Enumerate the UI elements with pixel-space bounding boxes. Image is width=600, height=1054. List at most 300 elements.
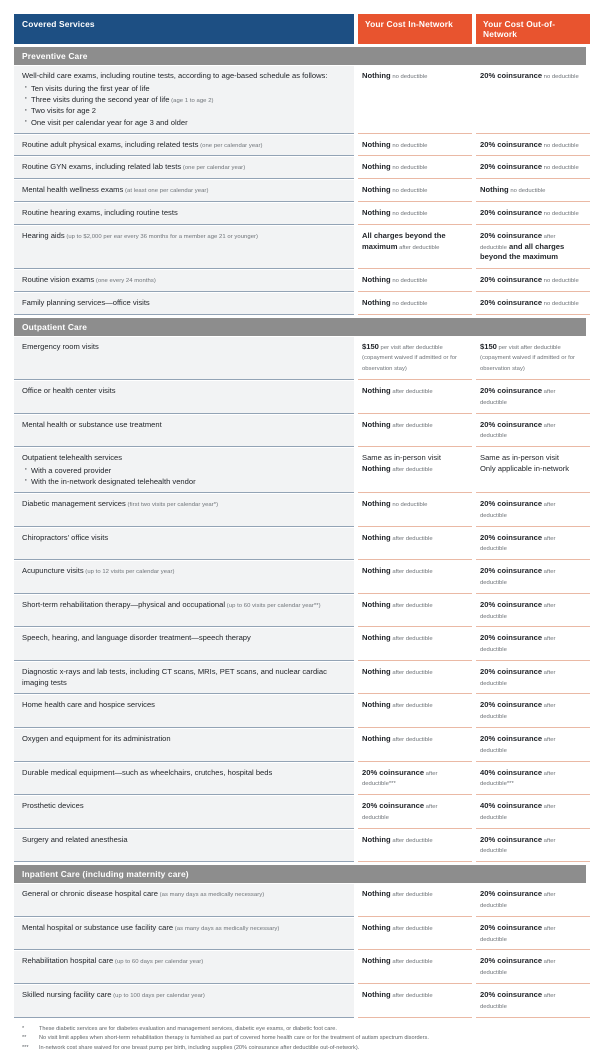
cost-line [362, 499, 465, 510]
service-name: Routine hearing exams, including routine tests [22, 207, 178, 217]
cost-line [362, 700, 465, 711]
service-qualifier: (up to 12 visits per calendar year) [83, 569, 175, 576]
service-qualifier: (one every 24 months) [94, 278, 156, 285]
out-of-network-cost-cell [476, 795, 590, 829]
cost-qualifier: no deductible [390, 278, 428, 285]
in-network-cost-cell [358, 179, 472, 202]
service-cell [14, 594, 354, 628]
out-of-network-cost-cell [476, 493, 590, 527]
out-of-network-cost-cell [476, 380, 590, 414]
cost-amount: Nothing [480, 185, 509, 195]
cost-line [480, 600, 583, 622]
cost-line [362, 889, 465, 900]
service-cell [14, 917, 354, 951]
service-cell [14, 493, 354, 527]
cost-line [362, 734, 465, 745]
cost-line [362, 600, 465, 611]
cost-qualifier: after deductible [390, 892, 433, 899]
table-row [14, 336, 586, 380]
in-network-cost-cell [358, 594, 472, 628]
cost-line [480, 162, 583, 173]
cost-amount: 20% coinsurance [480, 230, 543, 240]
cost-line [480, 956, 583, 978]
cost-amount: Nothing [362, 666, 391, 676]
cost-qualifier: no deductible [390, 300, 428, 307]
service-name: Oxygen and equipment for its administration [22, 734, 171, 743]
service-cell [14, 380, 354, 414]
cost-qualifier: no deductible [390, 165, 428, 172]
cost-line [480, 835, 583, 857]
table-row [14, 728, 586, 762]
table-row [14, 380, 586, 414]
service-cell [14, 795, 354, 829]
service-bullet [31, 83, 346, 94]
table-row [14, 179, 586, 202]
out-of-network-cost-cell [476, 65, 590, 134]
service-cell [14, 202, 354, 225]
cost-qualifier: after deductible [390, 602, 433, 609]
service-cell [14, 883, 354, 917]
service-name: Home health care and hospice services [22, 700, 155, 710]
cost-amount: 20% coinsurance [480, 834, 543, 844]
in-network-cost-cell [358, 527, 472, 561]
in-network-cost-cell [358, 883, 472, 917]
service-name: Hearing aids [22, 230, 65, 240]
service-qualifier: (as many days as medically necessary) [157, 892, 265, 899]
cost-amount: 20% coinsurance [480, 666, 543, 676]
cost-qualifier: after deductible*** [362, 770, 438, 788]
cost-qualifier: after deductible [362, 804, 438, 821]
cost-qualifier: after deductible [390, 389, 433, 395]
section-header: Preventive Care [14, 47, 586, 65]
service-name: Prosthetic devices [22, 801, 84, 811]
section-header: Outpatient Care [14, 318, 586, 336]
cost-line [480, 420, 583, 442]
table-row [14, 414, 586, 448]
cost-line [362, 990, 465, 1001]
service-bullet [31, 117, 346, 128]
out-of-network-cost-cell [476, 762, 590, 796]
cost-amount: Nothing [362, 734, 391, 743]
table-row [14, 829, 586, 863]
service-name: Mental health wellness exams [22, 185, 124, 195]
cost-amount: Nothing [362, 834, 391, 844]
cost-qualifier: after deductible [480, 959, 556, 977]
cost-amount-continued: and all charges beyond the maximum [480, 241, 565, 262]
cost-line [480, 208, 583, 219]
table-row [14, 694, 586, 728]
footnote-marker: *** [22, 1045, 29, 1052]
in-network-cost-cell [358, 661, 472, 695]
service-qualifier: (first two visits per calendar year*) [125, 502, 219, 509]
cost-line [480, 734, 583, 756]
service-name: Well-child care exams, including routine tests, according to age-based schedule as follows: [22, 71, 328, 80]
footnote [22, 1034, 586, 1044]
in-network-cost-cell [358, 225, 472, 269]
out-of-network-cost-cell [476, 225, 590, 269]
out-of-network-cost-cell [476, 829, 590, 863]
out-of-network-cost-cell [476, 269, 590, 292]
cost-line [362, 835, 465, 846]
cost-amount: Nothing [362, 297, 391, 307]
cost-amount: 20% coinsurance [480, 599, 543, 609]
cost-line [362, 298, 465, 309]
cost-amount: 20% coinsurance [480, 386, 543, 395]
cost-line [480, 386, 583, 408]
out-of-network-cost-cell [476, 134, 590, 157]
cost-qualifier: after deductible [480, 535, 556, 553]
cost-line [362, 162, 465, 173]
service-bullet-list [22, 465, 346, 487]
in-network-cost-cell [358, 728, 472, 762]
in-network-cost-cell [358, 202, 472, 225]
cost-line [362, 185, 465, 196]
table-row [14, 762, 586, 796]
service-name: Short-term rehabilitation therapy—physical and occupational [22, 599, 226, 609]
table-row [14, 883, 586, 917]
cost-qualifier: after deductible [390, 925, 433, 932]
cost-amount: Nothing [362, 889, 391, 899]
in-network-cost-cell [358, 829, 472, 863]
cost-qualifier: after deductible [480, 233, 556, 251]
cost-line [480, 801, 583, 823]
service-bullet-qualifier: (age 1 to age 2) [169, 97, 214, 104]
cost-amount: 20% coinsurance [480, 419, 543, 429]
out-of-network-cost-cell [476, 728, 590, 762]
cost-footnote: (copayment waived if admitted or for observation stay) [362, 355, 457, 373]
cost-amount: 20% coinsurance [480, 499, 543, 509]
cost-line [362, 208, 465, 219]
cost-amount: 20% coinsurance [480, 956, 543, 966]
service-bullet-text: With a covered provider [31, 465, 112, 475]
out-of-network-cost-cell [476, 527, 590, 561]
cost-qualifier: after deductible [390, 636, 433, 643]
service-bullet [31, 476, 346, 487]
service-name: General or chronic disease hospital care [22, 889, 158, 899]
out-of-network-cost-cell [476, 156, 590, 179]
cost-line [362, 453, 465, 464]
cost-qualifier: no deductible [542, 142, 579, 149]
table-row [14, 917, 586, 951]
cost-amount: 20% coinsurance [480, 71, 543, 80]
service-cell [14, 336, 354, 380]
in-network-cost-cell [358, 65, 472, 134]
cost-qualifier: after deductible*** [480, 770, 556, 788]
service-cell [14, 829, 354, 863]
cost-amount: Nothing [362, 532, 391, 542]
service-cell [14, 179, 354, 202]
cost-qualifier: after deductible [480, 804, 556, 821]
cost-qualifier: no deductible [542, 278, 579, 285]
table-row [14, 292, 586, 315]
cost-qualifier: after deductible [390, 737, 433, 743]
service-cell [14, 527, 354, 561]
cost-amount: 20% coinsurance [480, 922, 543, 932]
footnote-text: No visit limit applies when short-term rehabilitation therapy is furnished as part of covered home health care or for the treatment of autism spectrum disorders. [39, 1035, 429, 1042]
service-name: Mental health or substance use treatment [22, 419, 162, 429]
in-network-cost-cell [358, 414, 472, 448]
cost-amount: 20% coinsurance [480, 566, 543, 576]
table-row [14, 269, 586, 292]
cost-amount: Nothing [362, 162, 391, 172]
table-row [14, 225, 586, 269]
service-name: Office or health center visits [22, 386, 116, 395]
in-network-cost-cell [358, 950, 472, 984]
cost-line [480, 499, 583, 521]
cost-line [480, 990, 583, 1012]
cost-qualifier: after deductible [390, 535, 433, 542]
out-of-network-cost-cell [476, 883, 590, 917]
in-network-cost-cell [358, 447, 472, 493]
service-cell [14, 414, 354, 448]
service-cell [14, 661, 354, 695]
cost-qualifier: after deductible [480, 837, 556, 855]
table-row [14, 795, 586, 829]
cost-amount: Nothing [362, 386, 391, 395]
cost-line [362, 71, 465, 82]
out-of-network-cost-cell [476, 336, 590, 380]
cost-amount: 40% coinsurance [480, 801, 543, 811]
service-name: Routine adult physical exams, including related tests [22, 139, 199, 149]
cost-amount: 20% coinsurance [480, 207, 543, 217]
cost-amount: Nothing [362, 989, 391, 999]
footnotes-block [14, 1025, 586, 1054]
cost-qualifier: after deductible [480, 992, 556, 1010]
service-bullet [31, 465, 346, 476]
cost-qualifier: after deductible [480, 602, 556, 620]
service-name: Mental hospital or substance use facility care [22, 922, 174, 932]
cost-amount: Nothing [362, 499, 391, 509]
in-network-cost-cell [358, 917, 472, 951]
table-row [14, 950, 586, 984]
cost-line [362, 275, 465, 286]
cost-qualifier: after deductible [397, 244, 440, 251]
table-row [14, 202, 586, 225]
table-row [14, 134, 586, 157]
cost-line [362, 566, 465, 577]
cost-amount: Nothing [362, 566, 391, 576]
cost-qualifier: no deductible [542, 300, 579, 307]
service-qualifier: (one per calendar year) [181, 165, 246, 172]
service-name: Skilled nursing facility care [22, 989, 112, 999]
table-row [14, 984, 586, 1018]
table-row [14, 560, 586, 594]
cost-amount: 20% coinsurance [362, 767, 425, 777]
cost-amount: Same as in-person visit [480, 453, 559, 463]
service-cell [14, 134, 354, 157]
service-name: Diabetic management services [22, 499, 126, 509]
service-bullet-text: Three visits during the second year of life [31, 94, 170, 104]
cost-line [362, 768, 465, 790]
cost-line [362, 342, 465, 374]
column-header-out-of-network: Your Cost Out-of-Network [476, 14, 590, 44]
cost-line [362, 956, 465, 967]
cost-qualifier: no deductible [390, 188, 428, 195]
service-qualifier: (one per calendar year) [198, 142, 263, 149]
cost-amount: All charges beyond the maximum [362, 230, 446, 251]
cost-amount: $150 [480, 341, 497, 351]
cost-qualifier: after deductible [390, 959, 433, 966]
service-cell [14, 65, 354, 134]
table-row [14, 594, 586, 628]
cost-amount: 20% coinsurance [362, 801, 425, 811]
cost-amount: Only applicable in-network [480, 463, 570, 473]
cost-amount: Nothing [362, 463, 391, 473]
out-of-network-cost-cell [476, 694, 590, 728]
cost-line [480, 633, 583, 655]
cost-amount: 20% coinsurance [480, 700, 543, 710]
out-of-network-cost-cell [476, 627, 590, 661]
cost-qualifier: per visit after deductible [496, 344, 561, 351]
table-row [14, 447, 586, 493]
service-cell [14, 627, 354, 661]
cost-qualifier: after deductible [480, 502, 556, 519]
cost-footnote: (copayment waived if admitted or for observation stay) [480, 355, 575, 373]
cost-qualifier: after deductible [390, 992, 433, 999]
cost-qualifier: no deductible [542, 210, 579, 217]
cost-line [480, 231, 583, 263]
service-cell [14, 694, 354, 728]
service-qualifier: (up to 100 days per calendar year) [111, 992, 205, 999]
table-row [14, 493, 586, 527]
table-row [14, 527, 586, 561]
cost-qualifier: after deductible [480, 669, 556, 687]
service-cell [14, 984, 354, 1018]
out-of-network-cost-cell [476, 984, 590, 1018]
cost-line [362, 801, 465, 823]
in-network-cost-cell [358, 984, 472, 1018]
cost-amount: Nothing [362, 599, 391, 609]
cost-amount: Same as in-person visit [362, 453, 441, 463]
service-qualifier: (up to $2,000 per ear every 36 months for a member age 21 or younger) [64, 233, 259, 240]
cost-qualifier: after deductible [390, 669, 433, 676]
table-row [14, 627, 586, 661]
cost-qualifier: after deductible [480, 422, 556, 440]
cost-amount: 20% coinsurance [480, 162, 543, 172]
out-of-network-cost-cell [476, 179, 590, 202]
in-network-cost-cell [358, 269, 472, 292]
service-bullet-text: Ten visits during the first year of life [31, 83, 150, 93]
out-of-network-cost-cell [476, 447, 590, 493]
service-cell [14, 269, 354, 292]
cost-amount: Nothing [362, 419, 391, 429]
out-of-network-cost-cell [476, 202, 590, 225]
in-network-cost-cell [358, 627, 472, 661]
cost-amount: 20% coinsurance [480, 633, 543, 643]
cost-amount: Nothing [362, 139, 391, 149]
in-network-cost-cell [358, 694, 472, 728]
service-qualifier: (at least one per calendar year) [123, 188, 209, 195]
section-header: Inpatient Care (including maternity care) [14, 865, 586, 883]
cost-amount: Nothing [362, 71, 391, 80]
cost-amount: 20% coinsurance [480, 989, 543, 999]
cost-amount: 40% coinsurance [480, 767, 543, 777]
cost-amount: 20% coinsurance [480, 139, 543, 149]
footnote [22, 1025, 586, 1035]
service-cell [14, 292, 354, 315]
cost-line [480, 566, 583, 588]
cost-line [480, 667, 583, 689]
cost-qualifier: after deductible [480, 389, 556, 406]
service-name: Outpatient telehealth services [22, 453, 123, 463]
cost-amount: Nothing [362, 700, 391, 710]
cost-qualifier: no deductible [542, 165, 579, 172]
cost-amount: 20% coinsurance [480, 532, 543, 542]
in-network-cost-cell [358, 493, 472, 527]
table-body [14, 47, 586, 1018]
cost-qualifier: after deductible [480, 737, 556, 754]
footnote-text: In-network cost share waived for one breast pump per birth, including supplies (20% coinsurance after deductible out-of-network). [39, 1045, 360, 1052]
cost-line [480, 700, 583, 722]
service-cell [14, 560, 354, 594]
out-of-network-cost-cell [476, 594, 590, 628]
cost-qualifier: after deductible [390, 466, 433, 473]
cost-line [362, 231, 465, 253]
service-name: Routine vision exams [22, 275, 95, 285]
cost-line [362, 420, 465, 431]
service-cell [14, 728, 354, 762]
in-network-cost-cell [358, 156, 472, 179]
cost-line [362, 386, 465, 397]
cost-line [480, 342, 583, 374]
cost-qualifier: after deductible [480, 569, 556, 586]
cost-qualifier: no deductible [390, 502, 428, 509]
cost-qualifier: after deductible [480, 636, 556, 654]
cost-qualifier: after deductible [390, 703, 433, 710]
cost-amount: 20% coinsurance [480, 275, 543, 285]
cost-qualifier: after deductible [390, 837, 433, 844]
cost-line [362, 464, 465, 475]
service-bullet [31, 105, 346, 116]
cost-qualifier: after deductible [480, 892, 556, 910]
cost-amount: Nothing [362, 922, 391, 932]
out-of-network-cost-cell [476, 414, 590, 448]
service-name: Emergency room visits [22, 341, 99, 351]
cost-line [480, 185, 583, 196]
service-cell [14, 950, 354, 984]
table-row [14, 65, 586, 134]
cost-line [480, 889, 583, 911]
service-name: Durable medical equipment—such as wheelchairs, crutches, hospital beds [22, 767, 273, 777]
in-network-cost-cell [358, 292, 472, 315]
cost-line [480, 298, 583, 309]
cost-qualifier: no deductible [542, 74, 579, 80]
service-bullet [31, 94, 346, 106]
cost-amount: Nothing [362, 185, 391, 195]
service-name: Chiropractors' office visits [22, 532, 109, 542]
cost-line [480, 533, 583, 555]
cost-line [480, 140, 583, 151]
out-of-network-cost-cell [476, 950, 590, 984]
cost-line [362, 923, 465, 934]
in-network-cost-cell [358, 795, 472, 829]
in-network-cost-cell [358, 762, 472, 796]
service-cell [14, 225, 354, 269]
service-bullet-text: One visit per calendar year for age 3 and older [31, 117, 188, 127]
service-name: Diagnostic x-rays and lab tests, including CT scans, MRIs, PET scans, and nuclear cardiac imaging tests [22, 666, 327, 687]
cost-amount: Nothing [362, 956, 391, 966]
out-of-network-cost-cell [476, 560, 590, 594]
table-row [14, 156, 586, 179]
cost-line [480, 453, 583, 464]
service-cell [14, 156, 354, 179]
cost-qualifier: after deductible [390, 569, 433, 576]
service-name: Surgery and related anesthesia [22, 834, 128, 844]
cost-qualifier: no deductible [508, 188, 546, 195]
service-qualifier: (as many days as medically necessary) [173, 925, 280, 932]
in-network-cost-cell [358, 134, 472, 157]
table-header-row [14, 14, 586, 44]
